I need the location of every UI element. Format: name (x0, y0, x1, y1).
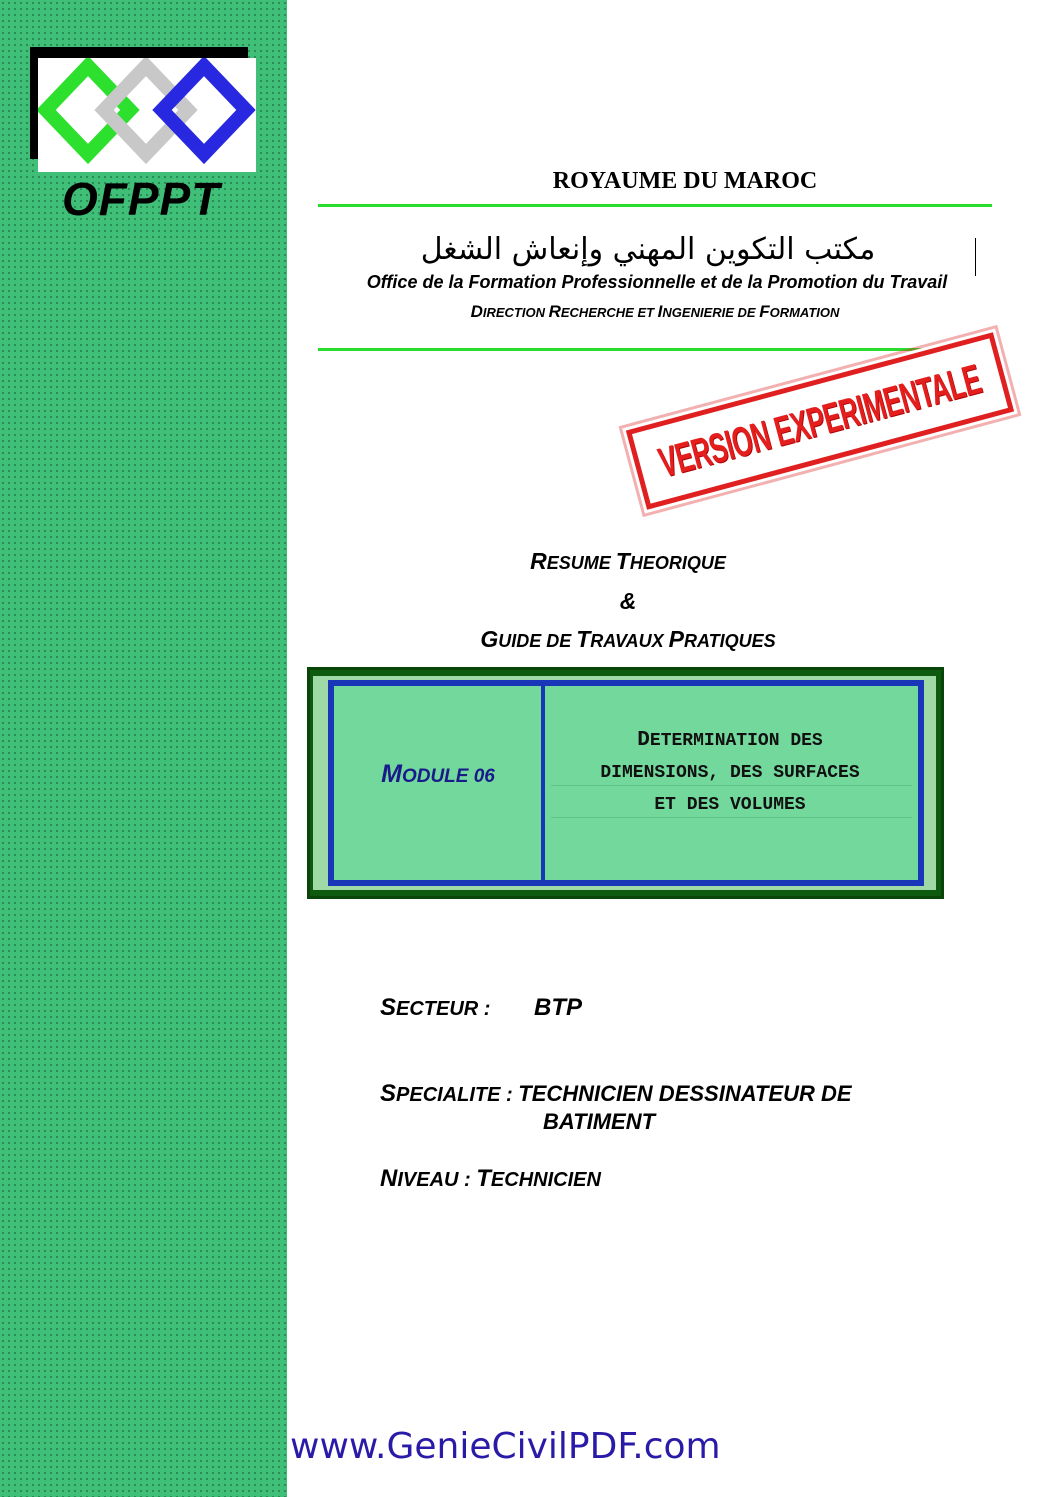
stamp-text: VERSION EXPERIMENTALE (654, 354, 986, 487)
title-ampersand: & (619, 588, 637, 614)
module-title-line: ET DES VOLUMES (654, 795, 806, 815)
top-divider (318, 204, 992, 207)
gray-diamond (104, 66, 188, 154)
module-title-line: DIMENSIONS, DES SURFACES (600, 763, 860, 783)
specialite-value-cont: BATIMENT (543, 1109, 656, 1134)
version-stamp (626, 332, 1014, 510)
arabic-rule (975, 238, 976, 276)
header-divider (318, 348, 992, 351)
title-resume: RESUME THEORIQUE (530, 548, 726, 574)
module-number: MODULE 06 (381, 760, 495, 788)
arabic-office-name: مكتب التكوين المهني وإنعاش الشغل (420, 232, 876, 267)
module-divider (541, 686, 545, 880)
niveau-line: NIVEAU : TECHNICIEN (380, 1165, 601, 1192)
blue-diamond (162, 66, 246, 154)
secteur-line: SECTEUR : BTP (380, 994, 583, 1021)
ofppt-wordmark: OFPPT (62, 173, 221, 225)
ofppt-logo-icon (38, 58, 256, 172)
module-title-line: DETERMINATION DES (637, 729, 823, 752)
module-title (548, 725, 912, 821)
office-name: Office de la Formation Professionnelle et de la Promotion du Travail (366, 272, 948, 292)
country-title: ROYAUME DU MAROC (552, 168, 818, 194)
website-link[interactable]: www.GenieCivilPDF.com (290, 1426, 721, 1467)
direction-name: DIRECTION RECHERCHE ET INGENIERIE DE FORMATION (470, 302, 840, 321)
secteur-value: BTP (534, 994, 583, 1021)
green-diamond (46, 66, 130, 154)
title-guide: GUIDE DE TRAVAUX PRATIQUES (480, 626, 776, 652)
specialite-value: TECHNICIEN DESSINATEUR DE (518, 1081, 852, 1106)
specialite-line: SPECIALITE : TECHNICIEN DESSINATEUR DE (380, 1080, 852, 1107)
